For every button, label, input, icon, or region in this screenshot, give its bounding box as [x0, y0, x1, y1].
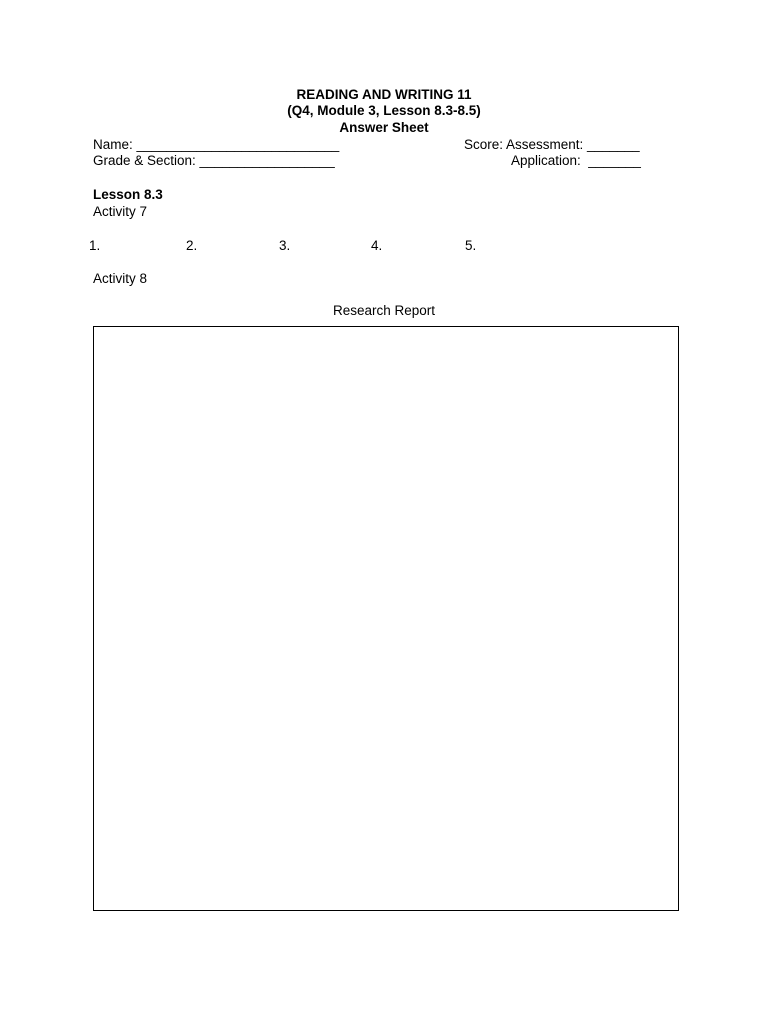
page-subtitle: (Q4, Module 3, Lesson 8.3-8.5): [287, 103, 481, 118]
score-assessment-field[interactable]: Score: Assessment: _______: [464, 137, 640, 152]
page-title: READING AND WRITING 11: [296, 87, 472, 102]
activity-8-label: Activity 8: [93, 271, 148, 286]
research-report-box[interactable]: [93, 326, 679, 911]
research-report-title: Research Report: [332, 303, 436, 318]
answer-item-1[interactable]: 1.: [89, 238, 101, 253]
answer-item-5[interactable]: 5.: [465, 238, 477, 253]
application-field[interactable]: Application: _______: [511, 153, 641, 168]
activity-7-label: Activity 7: [93, 204, 148, 219]
name-field[interactable]: Name: ___________________________: [93, 137, 340, 152]
answer-item-2[interactable]: 2.: [186, 238, 198, 253]
lesson-title: Lesson 8.3: [93, 187, 163, 202]
answer-item-3[interactable]: 3.: [279, 238, 291, 253]
answer-item-4[interactable]: 4.: [371, 238, 383, 253]
grade-section-field[interactable]: Grade & Section: __________________: [93, 153, 335, 168]
sheet-label: Answer Sheet: [339, 120, 429, 135]
